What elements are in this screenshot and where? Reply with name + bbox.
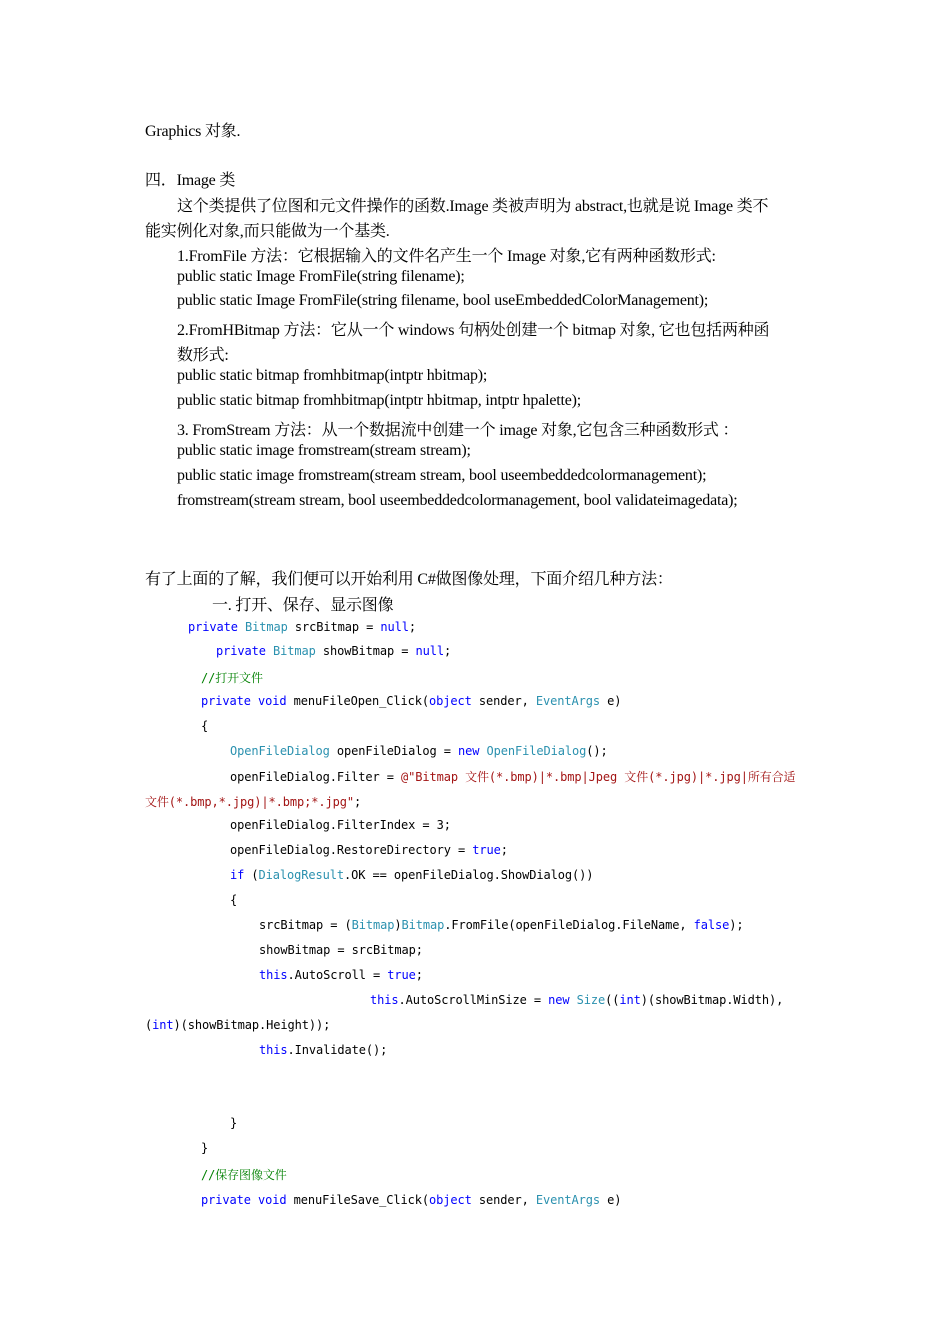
code-comment: //打开文件 [201,671,263,685]
code-type: Bitmap [273,644,316,658]
code-line: this.AutoScroll = true; [259,968,423,982]
subsection-heading: 一. 打开、保存、显示图像 [212,597,394,614]
code-line: openFileDialog.RestoreDirectory = true; [230,843,508,857]
code-line: OpenFileDialog openFileDialog = new OpenFileDialog(); [230,744,608,758]
signature-line: public static bitmap fromhbitmap(intptr hbitmap); [177,367,488,384]
code-line: srcBitmap = (Bitmap)Bitmap.FromFile(openFileDialog.FileName, false); [259,918,744,932]
code-line: this.Invalidate(); [259,1043,388,1057]
code-line: private void menuFileSave_Click(object sender, EventArgs e) [201,1193,622,1207]
code-keyword: private [216,644,266,658]
code-comment: //保存图像文件 [201,1168,287,1182]
code-line: showBitmap = srcBitmap; [259,943,423,957]
code-keyword: null [415,644,444,658]
signature-line: fromstream(stream stream, bool useembeddedcolormanagement, bool validateimagedata); [177,492,738,509]
paragraph-line: 数形式: [177,347,229,364]
code-keyword: private [188,620,238,634]
paragraph-line: 这个类提供了位图和元文件操作的函数.Image 类被声明为 abstract,也就是说 Image 类不 [177,198,769,215]
signature-line: public static image fromstream(stream stream, bool useembeddedcolormanagement); [177,467,707,484]
section-heading: 四．Image 类 [145,172,236,189]
code-brace: } [201,1141,209,1155]
code-line: openFileDialog.Filter = @"Bitmap 文件(*.bmp)|*.bmp|Jpeg 文件(*.jpg)|*.jpg|所有合适 [230,770,796,784]
code-line: openFileDialog.FilterIndex = 3; [230,818,451,832]
code-keyword: null [380,620,409,634]
code-brace: { [230,893,238,907]
code-line: this.AutoScrollMinSize = new Size((int)(showBitmap.Width), [370,993,784,1007]
code-line: private Bitmap showBitmap = null; [216,644,452,658]
paragraph-line: 有了上面的了解，我们便可以开始利用 C#做图像处理，下面介绍几种方法： [145,571,673,588]
code-type: Bitmap [245,620,288,634]
text-line: Graphics 对象. [145,123,241,140]
code-string: @"Bitmap 文件(*.bmp)|*.bmp|Jpeg 文件(*.jpg)|*.jpg|所有合适 [401,770,796,784]
paragraph-line: 2.FromHBitmap 方法：它从一个 windows 句柄处创建一个 bitmap 对象, 它也包括两种函 [177,322,770,339]
paragraph-line: 3. FromStream 方法：从一个数据流中创建一个 image 对象,它包含三种函数形式 ： [177,422,739,439]
signature-line: public static image fromstream(stream stream); [177,442,471,459]
signature-line: public static Image FromFile(string filename); [177,268,465,285]
paragraph-line: 1.FromFile 方法：它根据输入的文件名产生一个 Image 对象,它有两种函数形式: [177,248,716,265]
paragraph-line: 能实例化对象,而只能做为一个基类. [145,223,390,240]
signature-line: public static Image FromFile(string filename, bool useEmbeddedColorManagement); [177,292,709,309]
code-brace: { [201,719,209,733]
code-brace: } [230,1116,238,1130]
signature-line: public static bitmap fromhbitmap(intptr hbitmap, intptr hpalette); [177,392,582,409]
code-line: (int)(showBitmap.Height)); [145,1018,331,1032]
code-line: if (DialogResult.OK == openFileDialog.ShowDialog()) [230,868,594,882]
code-line: 文件(*.bmp,*.jpg)|*.bmp;*.jpg"; [145,795,362,809]
code-line: private Bitmap srcBitmap = null; [188,620,416,634]
code-line: private void menuFileOpen_Click(object sender, EventArgs e) [201,694,622,708]
code-string: 文件(*.bmp,*.jpg)|*.bmp;*.jpg" [145,795,355,809]
